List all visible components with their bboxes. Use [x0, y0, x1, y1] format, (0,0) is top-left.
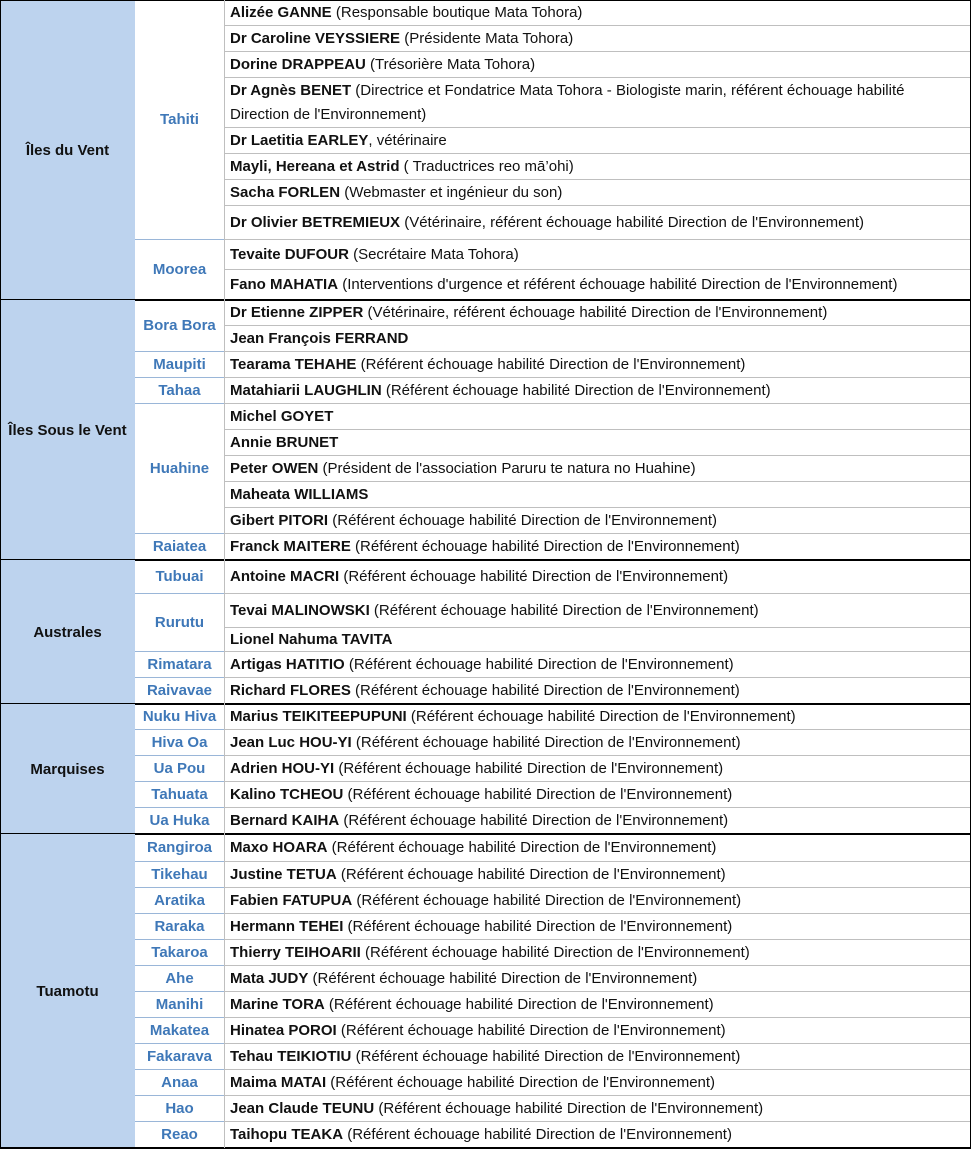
contact-name: Maheata WILLIAMS	[230, 485, 369, 503]
contact-text	[230, 967, 697, 991]
contact-role: (Référent échouage habilité Direction de l'Environnement)	[308, 969, 698, 987]
contact-name: Taihopu TEAKA	[230, 1125, 344, 1143]
island-name: Rangiroa	[135, 834, 224, 862]
island-name: Rimatara	[135, 652, 224, 678]
contact-cell	[224, 834, 971, 862]
contact-text	[230, 783, 732, 807]
contact-text	[230, 1, 582, 25]
contact-role: (Référent échouage habilité Direction de l'Environnement)	[344, 655, 734, 673]
contact-cell	[224, 206, 971, 240]
contact-role: (Référent échouage habilité Direction de l'Environnement)	[406, 707, 796, 725]
contact-cell	[224, 270, 971, 300]
island-name: Manihi	[135, 992, 224, 1018]
contact-text	[230, 705, 796, 729]
contact-name: Tearama TEHAHE	[230, 355, 357, 373]
contact-role: (Vétérinaire, référent échouage habilité Direction de l'Environnement)	[363, 303, 828, 321]
contact-role: (Référent échouage habilité Direction de l'Environnement)	[381, 381, 771, 399]
table-border	[0, 1147, 971, 1149]
island-name: Bora Bora	[135, 300, 224, 352]
contact-name: Tevaite DUFOUR	[230, 245, 349, 263]
contact-text	[230, 457, 696, 481]
contact-role: (Webmaster et ingénieur du son)	[340, 183, 563, 201]
archipelago-name: Îles Sous le Vent	[0, 300, 135, 560]
contact-text	[230, 731, 741, 755]
contact-text	[230, 915, 732, 939]
contact-name: Franck MAITERE	[230, 537, 351, 555]
contact-name: Sacha FORLEN	[230, 183, 341, 201]
contact-text	[230, 1123, 732, 1147]
island-name: Moorea	[135, 240, 224, 300]
contact-cell	[224, 1044, 971, 1070]
contact-role: (Référent échouage habilité Direction de l'Environnement)	[350, 537, 740, 555]
contact-name: Dr Etienne ZIPPER	[230, 303, 364, 321]
contact-role: (Référent échouage habilité Direction de l'Environnement)	[339, 567, 729, 585]
contact-cell	[224, 678, 971, 704]
contact-name: Mayli, Hereana et Astrid	[230, 157, 400, 175]
contact-cell	[224, 482, 971, 508]
contact-text	[230, 181, 562, 205]
contact-text	[230, 535, 740, 559]
contact-cell	[224, 534, 971, 560]
contact-cell	[224, 508, 971, 534]
contact-name: Tehau TEIKIOTIU	[230, 1047, 352, 1065]
contact-text	[230, 243, 519, 267]
contact-text	[230, 27, 573, 51]
contact-role: (Secrétaire Mata Tohora)	[348, 245, 519, 263]
contact-cell	[224, 808, 971, 834]
contact-name: Artigas HATITIO	[230, 655, 345, 673]
contact-text	[230, 889, 741, 913]
contact-text	[230, 483, 368, 507]
contact-name: Antoine MACRI	[230, 567, 340, 585]
contact-name: Gibert PITORI	[230, 511, 329, 529]
contact-name: Dr Caroline VEYSSIERE	[230, 29, 401, 47]
contact-role: (Référent échouage habilité Direction de l'Environnement)	[327, 838, 717, 856]
contact-name: Dorine DRAPPEAU	[230, 55, 366, 73]
contact-cell	[224, 940, 971, 966]
archipelago-name: Australes	[0, 560, 135, 704]
island-name: Hiva Oa	[135, 730, 224, 756]
contact-name: Justine TETUA	[230, 865, 337, 883]
contact-cell	[224, 888, 971, 914]
contact-role: (Président de l'association Paruru te natura no Huahine)	[318, 459, 696, 477]
contact-text	[230, 327, 408, 351]
contact-role: (Référent échouage habilité Direction de l'Environnement)	[334, 759, 724, 777]
contact-name: Mata JUDY	[230, 969, 309, 987]
contact-name: Dr Laetitia EARLEY	[230, 131, 369, 149]
island-name: Huahine	[135, 404, 224, 534]
contact-role: (Référent échouage habilité Direction de l'Environnement)	[351, 733, 741, 751]
contact-role: (Référent échouage habilité Direction de l'Environnement)	[343, 1125, 732, 1143]
island-name: Raiatea	[135, 534, 224, 560]
contact-text	[230, 1019, 726, 1043]
contact-text	[230, 993, 714, 1017]
contact-text	[230, 836, 716, 860]
contact-cell	[224, 1070, 971, 1096]
contact-cell	[224, 628, 971, 652]
contact-text	[230, 1045, 740, 1069]
contact-text	[230, 941, 750, 965]
contact-name: Dr Olivier BETREMIEUX	[230, 213, 401, 231]
contact-cell	[224, 456, 971, 482]
contact-role: (Référent échouage habilité Direction de l'Environnement)	[343, 785, 733, 803]
contact-role: (Référent échouage habilité Direction de l'Environnement)	[374, 1099, 764, 1117]
island-name: Raraka	[135, 914, 224, 940]
island-name: Aratika	[135, 888, 224, 914]
contact-cell	[224, 26, 971, 52]
contact-name: Marius TEIKITEEPUPUNI	[230, 707, 407, 725]
contact-cell	[224, 560, 971, 594]
contact-cell	[224, 992, 971, 1018]
contact-cell	[224, 914, 971, 940]
island-name: Nuku Hiva	[135, 704, 224, 730]
contact-text	[230, 509, 717, 533]
contact-cell	[224, 300, 971, 326]
contact-role: (Référent échouage habilité Direction de l'Environnement)	[343, 917, 733, 935]
contact-role: (Référent échouage habilité Direction de l'Environnement)	[351, 1047, 741, 1065]
contact-text	[230, 1071, 715, 1095]
table-border	[0, 0, 971, 1]
contact-role: (Référent échouage habilité Direction de l'Environnement)	[336, 1021, 726, 1039]
contact-role: (Référent échouage habilité Direction de l'Environnement)	[360, 943, 750, 961]
contact-name: Dr Agnès BENET	[230, 81, 352, 99]
contact-role: (Référent échouage habilité Direction de l'Environnement)	[369, 601, 759, 619]
contact-name: Bernard KAIHA	[230, 811, 340, 829]
island-name: Fakarava	[135, 1044, 224, 1070]
contact-text	[230, 1097, 763, 1121]
island-name: Raivavae	[135, 678, 224, 704]
contact-text	[230, 405, 333, 429]
contact-name: Adrien HOU-YI	[230, 759, 335, 777]
contact-cell	[224, 756, 971, 782]
contact-name: Annie BRUNET	[230, 433, 339, 451]
contact-name: Jean Claude TEUNU	[230, 1099, 375, 1117]
contact-text	[230, 273, 897, 297]
contact-text	[230, 653, 734, 677]
island-name: Ua Pou	[135, 756, 224, 782]
contact-cell	[224, 404, 971, 430]
contact-name: Jean François FERRAND	[230, 329, 409, 347]
contact-cell	[224, 730, 971, 756]
island-name: Ahe	[135, 966, 224, 992]
contact-role: (Trésorière Mata Tohora)	[365, 55, 536, 73]
island-name: Reao	[135, 1122, 224, 1148]
contact-name: Hinatea POROI	[230, 1021, 337, 1039]
island-name: Tahuata	[135, 782, 224, 808]
contact-cell	[224, 352, 971, 378]
contact-text	[230, 679, 740, 703]
contact-cell	[224, 594, 971, 628]
contact-cell	[224, 378, 971, 404]
contact-text	[230, 79, 967, 127]
contact-name: Fano MAHATIA	[230, 275, 339, 293]
contact-text	[230, 565, 728, 589]
contact-cell	[224, 128, 971, 154]
contact-name: Thierry TEIHOARII	[230, 943, 361, 961]
contact-name: Marine TORA	[230, 995, 325, 1013]
contact-text	[230, 431, 338, 455]
island-name: Hao	[135, 1096, 224, 1122]
contact-cell	[224, 1096, 971, 1122]
contact-name: Maima MATAI	[230, 1073, 327, 1091]
contact-text	[230, 353, 745, 377]
contact-cell	[224, 240, 971, 270]
contact-name: Lionel Nahuma TAVITA	[230, 630, 393, 648]
contact-cell	[224, 966, 971, 992]
contact-text	[230, 129, 447, 153]
contact-cell	[224, 430, 971, 456]
archipelago-name: Tuamotu	[0, 834, 135, 1148]
contact-text	[230, 599, 759, 623]
contact-cell	[224, 782, 971, 808]
contact-name: Kalino TCHEOU	[230, 785, 344, 803]
island-name: Tikehau	[135, 862, 224, 888]
contact-name: Tevai MALINOWSKI	[230, 601, 370, 619]
contact-cell	[224, 704, 971, 730]
contact-role: , vétérinaire	[368, 131, 447, 149]
island-name: Tahaa	[135, 378, 224, 404]
island-name: Maupiti	[135, 352, 224, 378]
contact-text	[230, 211, 864, 235]
contact-role: (Référent échouage habilité Direction de l'Environnement)	[324, 995, 714, 1013]
contact-cell	[224, 862, 971, 888]
contact-role: (Référent échouage habilité Direction de l'Environnement)	[336, 865, 726, 883]
contact-text	[230, 53, 535, 77]
contact-text	[230, 863, 726, 887]
contact-cell	[224, 180, 971, 206]
column-divider	[224, 0, 225, 1148]
contact-role: (Interventions d'urgence et référent échouage habilité Direction de l'Environnement)	[338, 275, 898, 293]
contact-name: Fabien FATUPUA	[230, 891, 353, 909]
contact-role: (Référent échouage habilité Direction de l'Environnement)	[328, 511, 717, 529]
island-name: Rurutu	[135, 594, 224, 652]
archipelago-name: Marquises	[0, 704, 135, 834]
archipelago-name: Îles du Vent	[0, 0, 135, 300]
contact-role: ( Traductrices reo mā’ohi)	[399, 157, 574, 175]
contact-cell	[224, 0, 971, 26]
island-name: Tahiti	[135, 0, 224, 240]
contact-name: Hermann TEHEI	[230, 917, 344, 935]
contact-text	[230, 757, 723, 781]
contact-cell	[224, 1018, 971, 1044]
contact-name: Alizée GANNE	[230, 3, 332, 21]
contact-text	[230, 379, 771, 403]
contact-role: (Vétérinaire, référent échouage habilité Direction de l'Environnement)	[400, 213, 864, 231]
contact-cell	[224, 78, 971, 128]
island-name: Takaroa	[135, 940, 224, 966]
contact-text	[230, 628, 393, 652]
island-name: Makatea	[135, 1018, 224, 1044]
contact-role: (Référent échouage habilité Direction de l'Environnement)	[356, 355, 746, 373]
contact-cell	[224, 1122, 971, 1148]
contact-role: (Directrice et Fondatrice Mata Tohora - Biologiste marin, référent échouage habilité Direction de l'Environnement)	[230, 81, 905, 123]
table-border	[0, 0, 1, 1148]
contact-role: (Référent échouage habilité Direction de l'Environnement)	[352, 891, 742, 909]
contact-role: (Présidente Mata Tohora)	[400, 29, 574, 47]
contact-name: Matahiarii LAUGHLIN	[230, 381, 382, 399]
island-name: Tubuai	[135, 560, 224, 594]
contact-text	[230, 809, 728, 833]
contact-role: (Référent échouage habilité Direction de l'Environnement)	[326, 1073, 716, 1091]
contact-name: Jean Luc HOU-YI	[230, 733, 352, 751]
contact-name: Maxo HOARA	[230, 838, 328, 856]
contact-cell	[224, 326, 971, 352]
contact-name: Michel GOYET	[230, 407, 334, 425]
island-name: Ua Huka	[135, 808, 224, 834]
contact-name: Richard FLORES	[230, 681, 351, 699]
contact-name: Peter OWEN	[230, 459, 319, 477]
contact-cell	[224, 154, 971, 180]
contact-cell	[224, 52, 971, 78]
contact-role: (Référent échouage habilité Direction de l'Environnement)	[339, 811, 729, 829]
contact-text	[230, 155, 574, 179]
contact-role: (Référent échouage habilité Direction de l'Environnement)	[350, 681, 740, 699]
contact-text	[230, 301, 827, 325]
island-name: Anaa	[135, 1070, 224, 1096]
contact-role: (Responsable boutique Mata Tohora)	[331, 3, 583, 21]
contact-cell	[224, 652, 971, 678]
